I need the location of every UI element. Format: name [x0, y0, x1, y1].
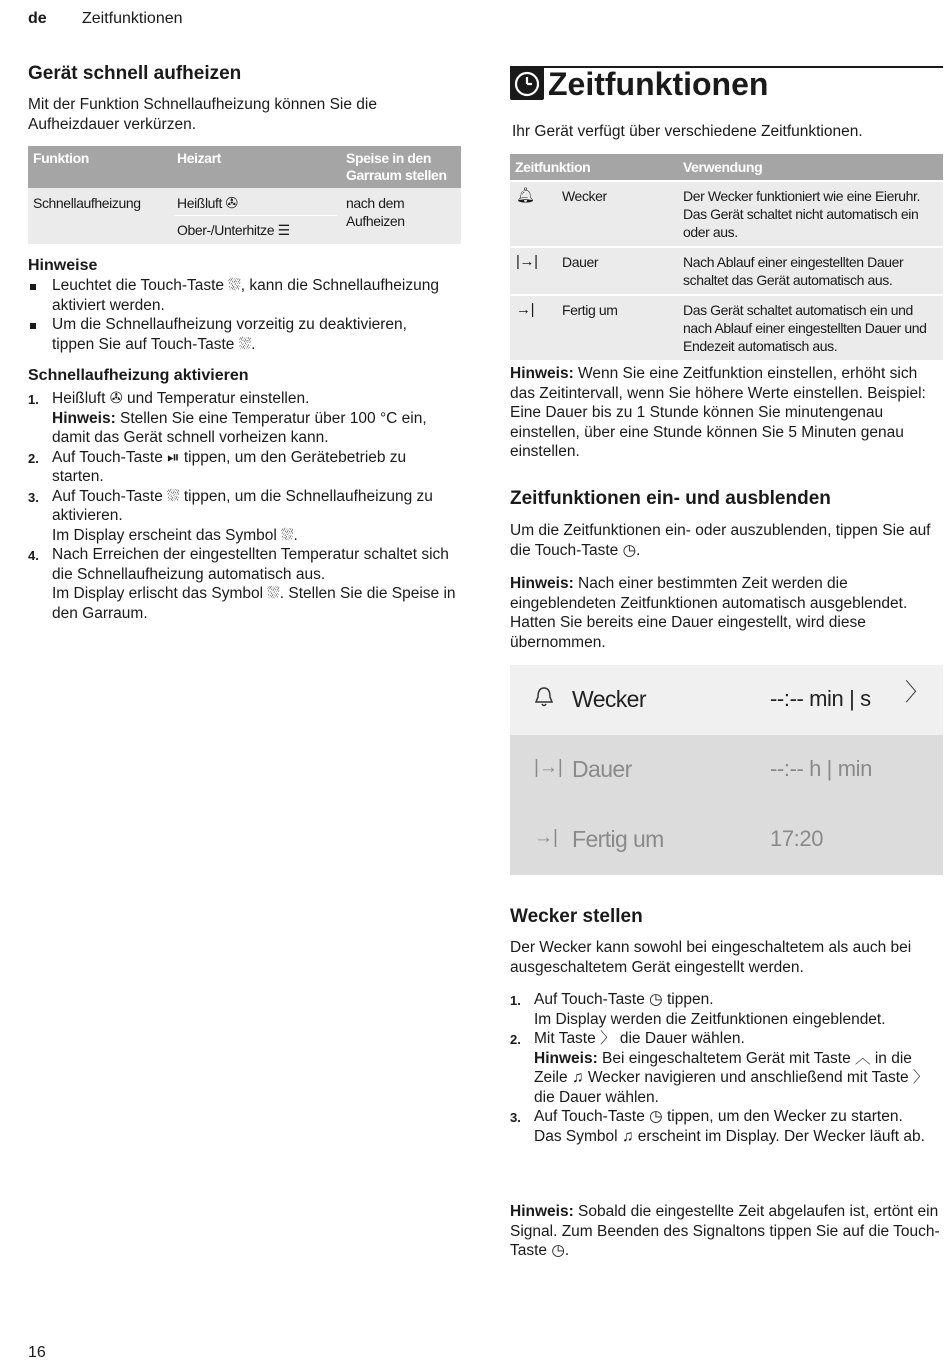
alarm-intro: Der Wecker kann sowohl bei eingeschaltetem als auch bei ausgeschaltetem Gerät eingestellt werden.	[510, 939, 912, 976]
step-text: Auf Touch-Taste ⛆ tippen, um die Schnellaufheizung zu aktivieren.	[52, 487, 433, 524]
display-row-label: Fertig um	[572, 826, 664, 852]
duration-icon: |→|	[534, 757, 563, 778]
step-item	[510, 1107, 943, 1146]
hint-label: Hinweis:	[534, 1049, 598, 1067]
display-row-value: --:-- min | s	[770, 686, 871, 711]
hint-text: Sobald die eingestellte Zeit abgelaufen ist, ertönt ein Signal. Zum Beenden des Signaltons tippen Sie auf die Touch-Taste ◷.	[510, 1203, 940, 1259]
step-text: Auf Touch-Taste ◷ tippen, um den Wecker zu starten.	[534, 1108, 903, 1125]
table-cell-desc: Nach Ablauf einer eingestellten Dauer schaltet das Gerät automatisch aus.	[683, 254, 904, 288]
table-row	[510, 246, 943, 294]
table-header-cell: Speise in den Garraum stellen	[346, 150, 447, 183]
alarm-steps	[510, 990, 943, 1146]
hint-interval	[510, 364, 943, 462]
table-cell-function: Schnellaufheizung	[33, 195, 141, 211]
top-bottom-heat-icon: ☰	[277, 222, 290, 238]
table-header	[510, 154, 943, 180]
time-functions-table	[510, 154, 943, 360]
hint-label: Hinweis:	[510, 575, 574, 592]
table-cell-heating-type	[177, 221, 290, 239]
end-time-icon: →|	[516, 301, 535, 318]
step-text: Auf Touch-Taste ⏯ tippen, um den Gerätebetrieb zu starten.	[52, 448, 407, 485]
chapter-title: Zeitfunktionen	[548, 66, 769, 102]
bell-icon	[534, 685, 554, 712]
hint-label: Hinweis:	[510, 1203, 574, 1220]
step-extra: Im Display erscheint das Symbol ⛆.	[52, 526, 298, 544]
display-screenshot	[510, 665, 943, 877]
step-number: 2.	[510, 1032, 521, 1047]
table-cell-desc: Der Wecker funktioniert wie eine Eieruhr. Das Gerät schaltet nicht automatisch ein oder aus.	[683, 188, 921, 240]
heating-type-label: Ober-/Unterhitze	[177, 222, 275, 238]
step-number: 3.	[510, 1110, 521, 1125]
table-header	[28, 146, 461, 188]
table-cell-name: Fertig um	[562, 302, 618, 318]
duration-icon: |→|	[516, 253, 538, 270]
step-number: 1.	[510, 993, 521, 1008]
step-number: 3.	[28, 489, 39, 505]
table-cell-heating-type	[177, 194, 238, 213]
hint-text: Stellen Sie eine Temperatur über 100 °C ein, damit das Gerät schnell vorheizen kann.	[52, 409, 427, 446]
step-extra: Das Symbol ♫ erscheint im Display. Der Wecker läuft ab.	[534, 1127, 925, 1145]
table-header-cell: Zeitfunktion	[515, 159, 591, 175]
step-number: 1.	[28, 392, 39, 407]
list-item: Leuchtet die Touch-Taste ⛆, kann die Schnellaufheizung aktiviert werden.	[28, 276, 453, 315]
step-item	[510, 990, 943, 1029]
step-number: 2.	[28, 450, 39, 466]
display-row-value: --:-- h | min	[770, 756, 872, 781]
display-row-wecker[interactable]	[510, 665, 943, 735]
table-cell-placement: nach dem Aufheizen	[346, 195, 405, 229]
hint-auto-hide	[510, 574, 943, 652]
list-item: Um die Schnellaufheizung vorzeitig zu deaktivieren, tippen Sie auf Touch-Taste ⛆.	[28, 315, 453, 354]
bell-icon: 🔔︎	[516, 187, 535, 204]
language-label: de	[28, 10, 47, 27]
show-hide-text: Um die Zeitfunktionen ein- oder auszublenden, tippen Sie auf die Touch-Taste ◷.	[510, 522, 931, 559]
activate-title: Schnellaufheizung aktivieren	[28, 367, 249, 384]
display-row-fertig-um[interactable]	[510, 805, 943, 875]
step-item	[28, 487, 460, 546]
chevron-right-icon[interactable]: 〉	[905, 679, 929, 706]
step-item	[28, 448, 460, 487]
step-number: 4.	[28, 548, 39, 563]
step-item	[28, 545, 460, 623]
table-header-cell: Verwendung	[683, 159, 763, 175]
section-title-quick-heat: Gerät schnell aufheizen	[28, 63, 242, 84]
step-extra: Im Display werden die Zeitfunktionen eingeblendet.	[534, 1010, 886, 1028]
table-row	[510, 180, 943, 246]
hint-label: Hinweis:	[510, 365, 574, 382]
notes-title: Hinweise	[28, 257, 98, 274]
hint-text: Nach einer bestimmten Zeit werden die eingeblendeten Zeitfunktionen automatisch ausgeblendet. Hatten Sie bereits eine Dauer eingestellt, wird diese übernommen.	[510, 575, 908, 651]
page-number: 16	[28, 1344, 46, 1361]
hint-text: Bei eingeschaltetem Gerät mit Taste ︿ in die Zeile ♫ Wecker navigieren und anschließend mit Taste 〉 die Dauer wählen.	[534, 1049, 929, 1106]
display-row-label: Dauer	[572, 756, 632, 782]
display-row-dauer[interactable]	[510, 735, 943, 805]
display-row-label: Wecker	[572, 686, 646, 712]
table-header-cell: Heizart	[177, 150, 221, 166]
display-row-value: 17:20	[770, 826, 824, 851]
step-text: Auf Touch-Taste ◷ tippen.	[534, 991, 714, 1008]
heating-type-label: Heißluft	[177, 195, 223, 211]
table-row	[510, 294, 943, 360]
table-cell-desc: Das Gerät schaltet automatisch ein und nach Ablauf einer eingestellten Dauer und Endezeit automatisch aus.	[683, 302, 927, 354]
running-header-title: Zeitfunktionen	[82, 10, 183, 27]
quick-heat-intro: Mit der Funktion Schnellaufheizung können Sie die Aufheizdauer verkürzen.	[28, 96, 377, 133]
section-title-alarm: Wecker stellen	[510, 906, 643, 927]
activate-steps	[28, 389, 460, 623]
table-cell-name: Dauer	[562, 254, 599, 270]
hint-label: Hinweis:	[52, 409, 116, 427]
table-row	[28, 188, 461, 244]
section-title-show-hide: Zeitfunktionen ein- und ausblenden	[510, 488, 831, 509]
table-header-cell: Funktion	[33, 150, 89, 166]
chapter-intro: Ihr Gerät verfügt über verschiedene Zeitfunktionen.	[512, 123, 863, 140]
step-text: Nach Erreichen der eingestellten Temperatur schaltet sich die Schnellaufheizung automatisch aus.	[52, 546, 449, 583]
fan-icon: ✇	[225, 195, 238, 212]
hint-signal	[510, 1202, 943, 1261]
clock-icon	[510, 66, 544, 100]
step-text: Mit Taste 〉 die Dauer wählen.	[534, 1030, 745, 1047]
end-time-icon: →|	[534, 827, 558, 848]
table-cell-name: Wecker	[562, 188, 607, 204]
quick-heat-table	[28, 146, 461, 244]
hint-text: Wenn Sie eine Zeitfunktion einstellen, erhöht sich das Zeitintervall, wenn Sie höhere Werte einstellen. Beispiel: Eine Dauer bis zu 1 Stunde können Sie minutengenau einstellen, über eine Stunde können Sie 5 Minuten genau einstellen.	[510, 365, 926, 460]
step-text: Heißluft ✇ und Temperatur einstellen.	[52, 390, 310, 407]
step-item	[28, 389, 460, 448]
notes-list	[28, 276, 453, 354]
step-extra: Im Display erlischt das Symbol ⛆. Stellen Sie die Speise in den Garraum.	[52, 585, 456, 622]
step-item	[510, 1029, 943, 1107]
